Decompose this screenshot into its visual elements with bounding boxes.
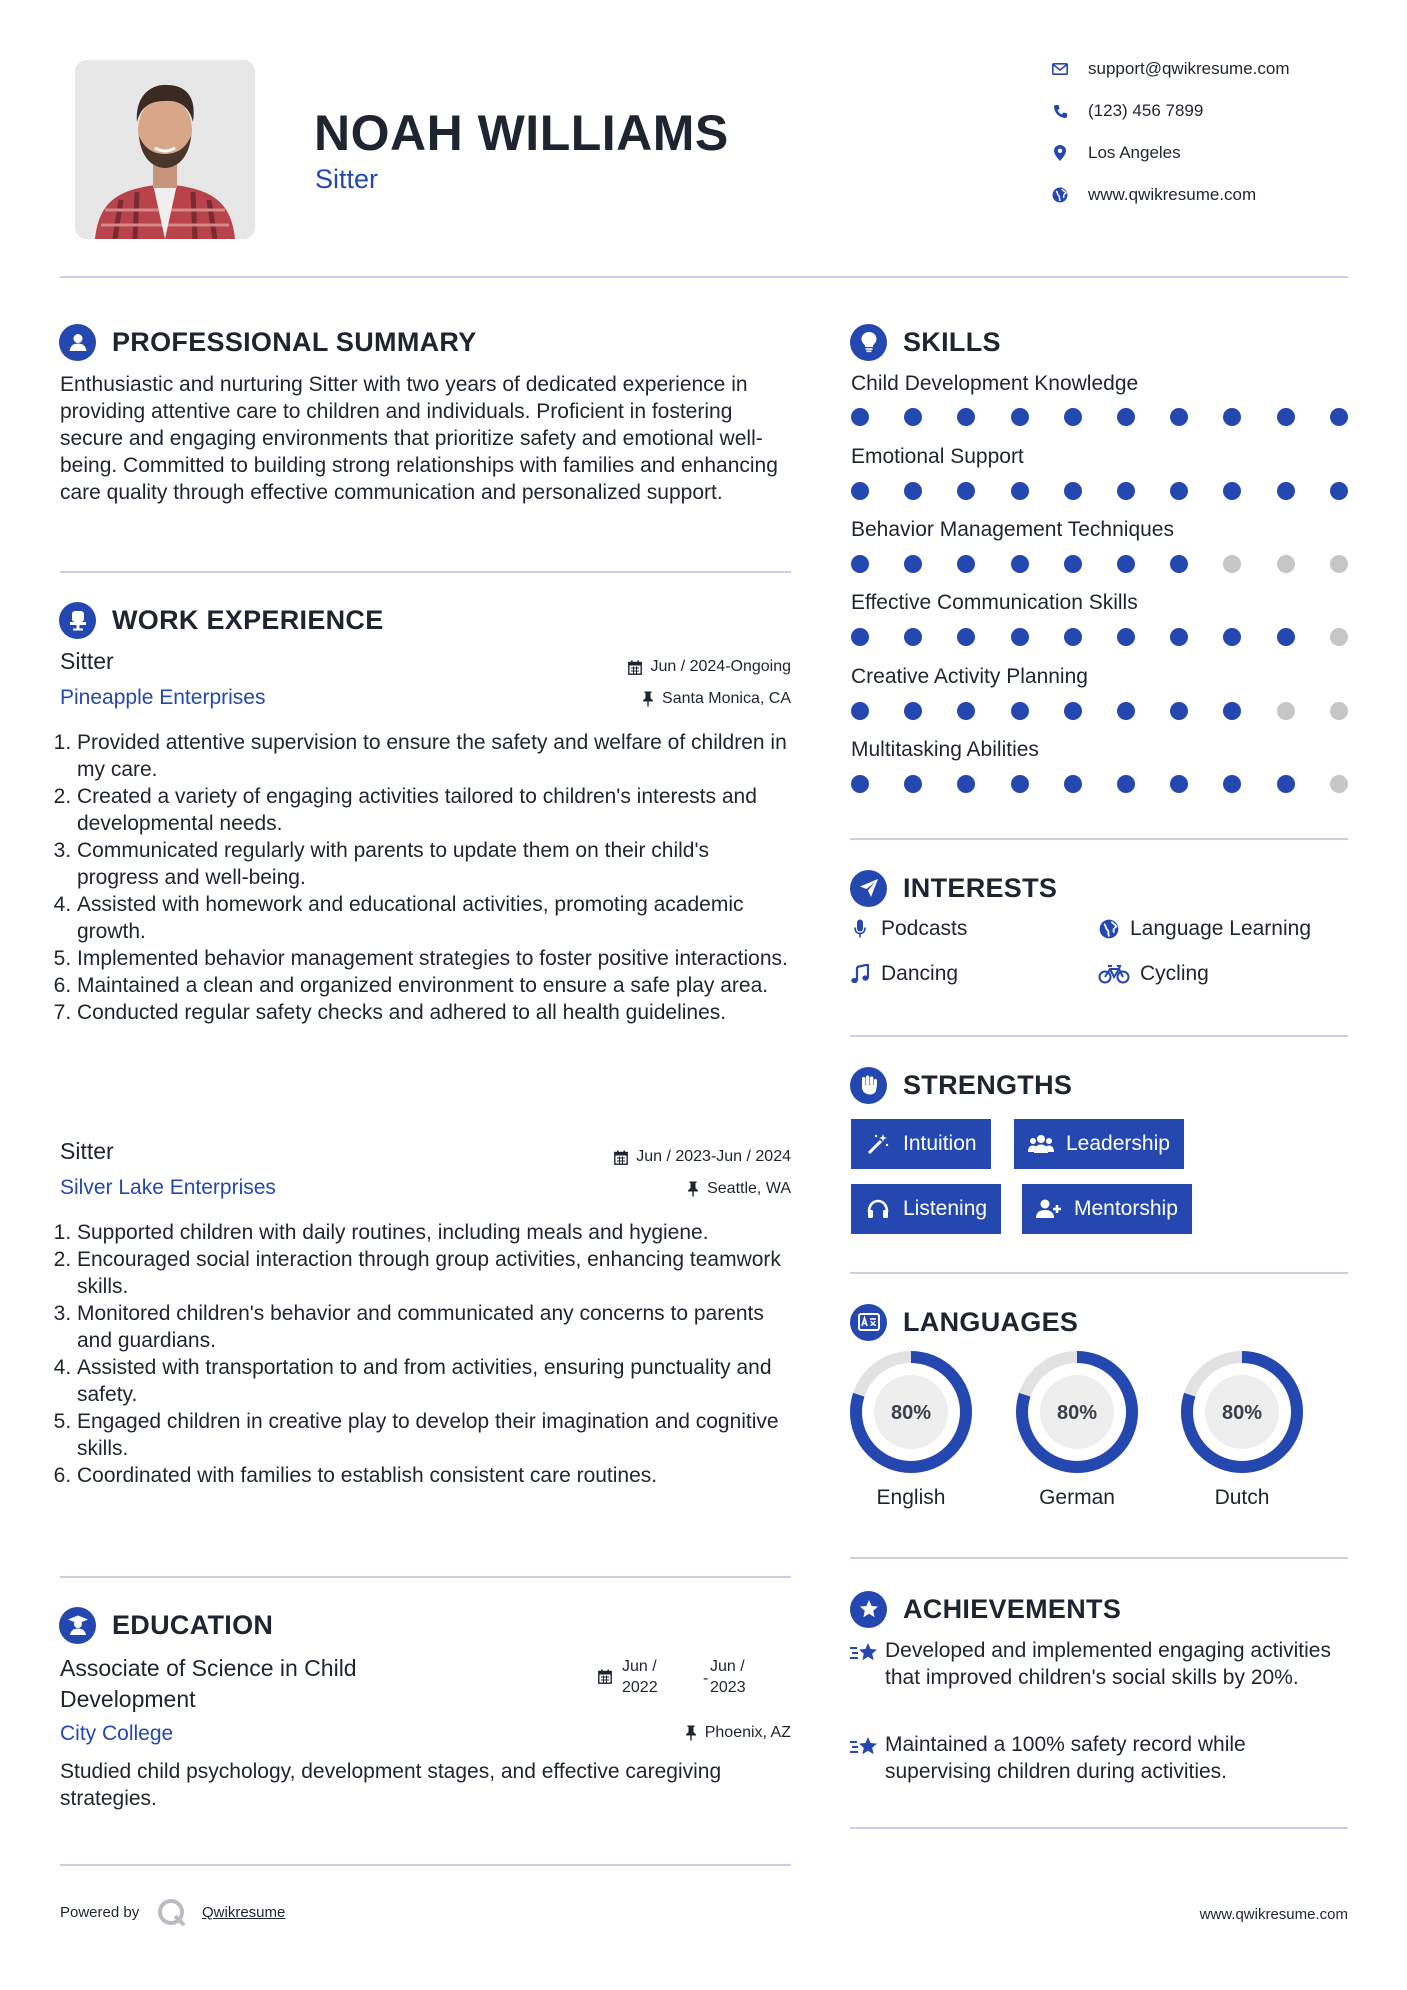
skill-rating bbox=[851, 775, 1351, 795]
skill-dot-empty bbox=[1330, 555, 1348, 573]
language-percent-label: 80% bbox=[1056, 1402, 1098, 1424]
magic-wand-icon bbox=[865, 1133, 891, 1155]
skill-dot-filled bbox=[851, 408, 869, 426]
skill-dot-filled bbox=[1064, 555, 1082, 573]
interest-item bbox=[1098, 962, 1209, 986]
work-divider bbox=[60, 1576, 791, 1578]
interest-item bbox=[849, 917, 967, 941]
globe-icon bbox=[1050, 185, 1070, 205]
skill-dot-filled bbox=[851, 555, 869, 573]
skill-dot-empty bbox=[1330, 702, 1348, 720]
skill-dot-filled bbox=[1064, 408, 1082, 426]
job-2-duty: 1. Supported children with daily routines, including meals and hygiene. bbox=[77, 1219, 789, 1246]
headphones-icon bbox=[865, 1198, 891, 1220]
education-divider bbox=[60, 1864, 791, 1866]
skill-dot-filled bbox=[1277, 482, 1295, 500]
skill-rating bbox=[851, 628, 1351, 648]
candidate-title: Sitter bbox=[315, 164, 379, 194]
job-1-duty: 1. Provided attentive supervision to ensure the safety and welfare of children in my care. bbox=[77, 729, 789, 783]
skill-dot-filled bbox=[1117, 482, 1135, 500]
skills-heading-text: SKILLS bbox=[903, 326, 1001, 357]
job-2-dates-text: Jun / 2023-Jun / 2024 bbox=[636, 1148, 791, 1165]
skill-dot-filled bbox=[1117, 702, 1135, 720]
languages-heading bbox=[850, 1302, 1078, 1342]
profile-photo bbox=[75, 60, 255, 239]
skill-name: Multitasking Abilities bbox=[851, 738, 1039, 761]
interest-label: Language Learning bbox=[1130, 917, 1312, 940]
skill-dot-filled bbox=[957, 628, 975, 646]
skill-dot-filled bbox=[904, 702, 922, 720]
skills-heading bbox=[850, 322, 1001, 362]
microphone-icon bbox=[849, 918, 871, 940]
skill-dot-empty bbox=[1330, 775, 1348, 793]
calendar-icon bbox=[598, 1669, 612, 1684]
skill-name: Behavior Management Techniques bbox=[851, 518, 1174, 541]
skill-dot-filled bbox=[957, 775, 975, 793]
education-end-month: Jun / bbox=[710, 1658, 745, 1675]
interests-divider bbox=[850, 1035, 1348, 1037]
skill-dot-filled bbox=[1277, 775, 1295, 793]
skill-rating bbox=[851, 408, 1351, 428]
languages-divider bbox=[850, 1557, 1348, 1559]
job-2-duty: 3. Monitored children's behavior and communicated any concerns to parents and guardians. bbox=[77, 1300, 789, 1354]
strength-label: Listening bbox=[903, 1197, 988, 1220]
contact-email[interactable] bbox=[1050, 57, 1290, 81]
skill-dot-empty bbox=[1330, 628, 1348, 646]
skill-dot-filled bbox=[1170, 555, 1188, 573]
skills-divider bbox=[850, 838, 1348, 840]
skill-dot-filled bbox=[1011, 482, 1029, 500]
education-heading-text: EDUCATION bbox=[112, 1609, 274, 1640]
job-2-location bbox=[687, 1180, 791, 1198]
skill-dot-filled bbox=[1170, 775, 1188, 793]
skill-dot-filled bbox=[904, 555, 922, 573]
strength-badge bbox=[851, 1119, 991, 1169]
education-start bbox=[622, 1656, 658, 1698]
footer-brand-link[interactable]: Qwikresume bbox=[202, 1904, 286, 1921]
language-percent-label: 80% bbox=[890, 1402, 932, 1424]
skill-name: Child Development Knowledge bbox=[851, 372, 1139, 395]
pushpin-icon bbox=[687, 1181, 699, 1197]
job-2-duty: 6. Coordinated with families to establish consistent care routines. bbox=[77, 1462, 789, 1489]
job-2-dates bbox=[614, 1148, 791, 1166]
phone-icon bbox=[1050, 101, 1070, 121]
skill-dot-empty bbox=[1277, 702, 1295, 720]
map-pin-icon bbox=[1050, 143, 1070, 163]
star-badge-icon bbox=[850, 1591, 887, 1628]
skill-dot-filled bbox=[1117, 628, 1135, 646]
skill-dot-filled bbox=[851, 482, 869, 500]
skill-dot-filled bbox=[1117, 555, 1135, 573]
achievement-text: Maintained a 100% safety record while supervising children during activities. bbox=[885, 1733, 1246, 1783]
skill-dot-filled bbox=[1223, 408, 1241, 426]
skill-dot-filled bbox=[1223, 775, 1241, 793]
language-percent-label: 80% bbox=[1221, 1402, 1263, 1424]
languages-heading-text: LANGUAGES bbox=[903, 1306, 1079, 1337]
calendar-icon bbox=[628, 660, 642, 675]
work-heading-text: WORK EXPERIENCE bbox=[112, 604, 384, 635]
strength-badge bbox=[1014, 1119, 1184, 1169]
job-2-duty: 4. Assisted with transportation to and from activities, ensuring punctuality and safety. bbox=[77, 1354, 789, 1408]
skill-dot-filled bbox=[1330, 408, 1348, 426]
summary-heading bbox=[59, 322, 477, 362]
skill-dot-filled bbox=[1170, 628, 1188, 646]
qwikresume-logo-icon bbox=[156, 1897, 188, 1934]
achievement-item bbox=[849, 1731, 1349, 1785]
skill-rating bbox=[851, 555, 1351, 575]
skill-dot-filled bbox=[1277, 628, 1295, 646]
skill-rating bbox=[851, 702, 1351, 722]
skill-dot-filled bbox=[1064, 628, 1082, 646]
achievement-item bbox=[849, 1637, 1349, 1691]
summary-divider bbox=[60, 571, 791, 573]
strength-label: Intuition bbox=[903, 1132, 977, 1155]
language-ring bbox=[849, 1350, 973, 1474]
skill-dot-filled bbox=[957, 555, 975, 573]
job-1-location-text: Santa Monica, CA bbox=[662, 690, 791, 707]
language-card-icon bbox=[850, 1304, 887, 1341]
lightbulb-icon bbox=[850, 324, 887, 361]
skill-dot-filled bbox=[904, 482, 922, 500]
job-1-dates-text: Jun / 2024-Ongoing bbox=[650, 658, 791, 675]
contact-website[interactable] bbox=[1050, 183, 1256, 207]
strength-badge bbox=[851, 1184, 1001, 1234]
skill-dot-empty bbox=[1223, 555, 1241, 573]
user-plus-icon bbox=[1036, 1198, 1062, 1220]
strengths-divider bbox=[850, 1272, 1348, 1274]
education-heading bbox=[59, 1605, 273, 1645]
strength-badge bbox=[1022, 1184, 1192, 1234]
education-date-separator: - bbox=[703, 1670, 709, 1687]
language-name: German bbox=[1039, 1486, 1115, 1509]
skill-dot-filled bbox=[851, 628, 869, 646]
interest-item bbox=[849, 962, 958, 986]
job-2-company: Silver Lake Enterprises bbox=[60, 1176, 276, 1199]
user-icon bbox=[59, 324, 96, 361]
language-name: Dutch bbox=[1214, 1486, 1270, 1509]
education-degree-line-1: Associate of Science in Child bbox=[60, 1655, 357, 1681]
raised-fist-icon bbox=[850, 1067, 887, 1104]
job-1-title: Sitter bbox=[60, 648, 114, 674]
bicycle-icon bbox=[1098, 963, 1130, 985]
skill-rating bbox=[851, 482, 1351, 502]
skill-dot-filled bbox=[1330, 482, 1348, 500]
education-end-year: 2023 bbox=[710, 1679, 746, 1696]
achievements-divider bbox=[850, 1827, 1348, 1829]
strengths-heading-text: STRENGTHS bbox=[903, 1069, 1073, 1100]
language-ring bbox=[1180, 1350, 1304, 1474]
skill-dot-filled bbox=[957, 482, 975, 500]
skill-dot-filled bbox=[1170, 408, 1188, 426]
strength-label: Mentorship bbox=[1074, 1197, 1178, 1220]
job-1-duty: 4. Assisted with homework and educational activities, promoting academic growth. bbox=[77, 891, 789, 945]
work-heading bbox=[59, 600, 384, 640]
envelope-icon bbox=[1050, 59, 1070, 79]
education-description: Studied child psychology, development stages, and effective caregiving strategies. bbox=[60, 1760, 722, 1810]
achievement-text: Developed and implemented engaging activities that improved children's social skills by 20%. bbox=[885, 1639, 1331, 1689]
job-1-duty: 3. Communicated regularly with parents to update them on their child's progress and well-being. bbox=[77, 837, 789, 891]
skill-dot-filled bbox=[1277, 408, 1295, 426]
job-1-dates bbox=[628, 658, 791, 676]
job-1-duty: 6. Maintained a clean and organized environment to ensure a safe play area. bbox=[77, 972, 789, 999]
contact-phone-text: (123) 456 7899 bbox=[1088, 101, 1204, 120]
skill-dot-empty bbox=[1277, 555, 1295, 573]
skill-dot-filled bbox=[1223, 702, 1241, 720]
job-2-duty: 5. Engaged children in creative play to develop their imagination and cognitive skills. bbox=[77, 1408, 789, 1462]
pushpin-icon bbox=[685, 1725, 697, 1741]
education-degree bbox=[60, 1653, 357, 1715]
skill-dot-filled bbox=[1117, 775, 1135, 793]
contact-location bbox=[1050, 141, 1181, 165]
candidate-name: NOAH WILLIAMS bbox=[314, 105, 729, 161]
graduate-icon bbox=[59, 1607, 96, 1644]
paper-plane-icon bbox=[850, 870, 887, 907]
job-2-title: Sitter bbox=[60, 1138, 114, 1164]
education-degree-line-2: Development bbox=[60, 1686, 196, 1712]
skill-dot-filled bbox=[904, 775, 922, 793]
job-1-company: Pineapple Enterprises bbox=[60, 686, 266, 709]
users-icon bbox=[1028, 1133, 1054, 1155]
contact-email-text: support@qwikresume.com bbox=[1088, 59, 1290, 78]
shooting-star-icon bbox=[849, 1731, 885, 1785]
skill-dot-filled bbox=[1011, 702, 1029, 720]
strengths-heading bbox=[850, 1065, 1072, 1105]
achievements-heading-text: ACHIEVEMENTS bbox=[903, 1593, 1122, 1624]
skill-dot-filled bbox=[1170, 482, 1188, 500]
education-location-text: Phoenix, AZ bbox=[704, 1724, 791, 1741]
footer-site-link[interactable]: www.qwikresume.com bbox=[1199, 1906, 1348, 1923]
skill-name: Creative Activity Planning bbox=[851, 665, 1088, 688]
skill-dot-filled bbox=[1011, 408, 1029, 426]
skill-dot-filled bbox=[1011, 628, 1029, 646]
skill-dot-filled bbox=[1117, 408, 1135, 426]
job-1-duties bbox=[59, 729, 789, 1026]
job-2-duty: 2. Encouraged social interaction through group activities, enhancing teamwork skills. bbox=[77, 1246, 789, 1300]
skill-dot-filled bbox=[1170, 702, 1188, 720]
skill-dot-filled bbox=[904, 628, 922, 646]
skill-dot-filled bbox=[957, 408, 975, 426]
education-school: City College bbox=[60, 1722, 174, 1745]
contact-website-text: www.qwikresume.com bbox=[1088, 185, 1257, 204]
achievements-heading bbox=[850, 1589, 1121, 1629]
skill-dot-filled bbox=[1064, 775, 1082, 793]
calendar-icon bbox=[614, 1150, 628, 1165]
education-end bbox=[710, 1656, 746, 1698]
education-start-year: 2022 bbox=[622, 1679, 658, 1696]
footer-powered-by: Powered by bbox=[60, 1904, 140, 1921]
interest-item bbox=[1098, 917, 1311, 941]
language-ring bbox=[1015, 1350, 1139, 1474]
skill-dot-filled bbox=[1223, 628, 1241, 646]
education-location bbox=[685, 1724, 791, 1742]
skill-dot-filled bbox=[1223, 482, 1241, 500]
interest-label: Dancing bbox=[881, 962, 959, 985]
skill-dot-filled bbox=[851, 775, 869, 793]
music-note-icon bbox=[849, 963, 871, 985]
job-1-duty: 7. Conducted regular safety checks and adhered to all health guidelines. bbox=[77, 999, 789, 1026]
skill-dot-filled bbox=[904, 408, 922, 426]
skill-dot-filled bbox=[1064, 482, 1082, 500]
skill-name: Effective Communication Skills bbox=[851, 591, 1138, 614]
skill-dot-filled bbox=[1064, 702, 1082, 720]
job-1-location bbox=[642, 690, 791, 708]
language-name: English bbox=[876, 1486, 946, 1509]
job-1-duty: 2. Created a variety of engaging activities tailored to children's interests and developmental needs. bbox=[77, 783, 789, 837]
header-divider bbox=[60, 276, 1348, 278]
strength-label: Leadership bbox=[1066, 1132, 1170, 1155]
briefcase-icon bbox=[59, 602, 96, 639]
skill-dot-filled bbox=[851, 702, 869, 720]
interest-label: Podcasts bbox=[881, 917, 968, 940]
skill-dot-filled bbox=[1011, 775, 1029, 793]
skill-dot-filled bbox=[957, 702, 975, 720]
summary-text: Enthusiastic and nurturing Sitter with two years of dedicated experience in providing attentive care to children and individuals. Proficient in fostering secure and engaging environments that prioritize safety and emotional well-being. Committed to building strong relationships with families and enhancing care quality through effective communication and personalized support. bbox=[60, 373, 778, 504]
interest-label: Cycling bbox=[1140, 962, 1209, 985]
pushpin-icon bbox=[642, 691, 654, 707]
contact-phone[interactable] bbox=[1050, 99, 1203, 123]
education-start-month: Jun / bbox=[622, 1658, 657, 1675]
contact-location-text: Los Angeles bbox=[1088, 143, 1181, 162]
globe-icon bbox=[1098, 918, 1120, 940]
job-2-location-text: Seattle, WA bbox=[707, 1180, 791, 1197]
skill-dot-filled bbox=[1011, 555, 1029, 573]
interests-heading bbox=[850, 868, 1057, 908]
summary-heading-text: PROFESSIONAL SUMMARY bbox=[112, 326, 477, 357]
shooting-star-icon bbox=[849, 1637, 885, 1691]
education-dates bbox=[598, 1656, 792, 1700]
interests-heading-text: INTERESTS bbox=[903, 872, 1058, 903]
job-2-duties bbox=[59, 1219, 789, 1489]
job-1-duty: 5. Implemented behavior management strategies to foster positive interactions. bbox=[77, 945, 789, 972]
skill-name: Emotional Support bbox=[851, 445, 1024, 468]
